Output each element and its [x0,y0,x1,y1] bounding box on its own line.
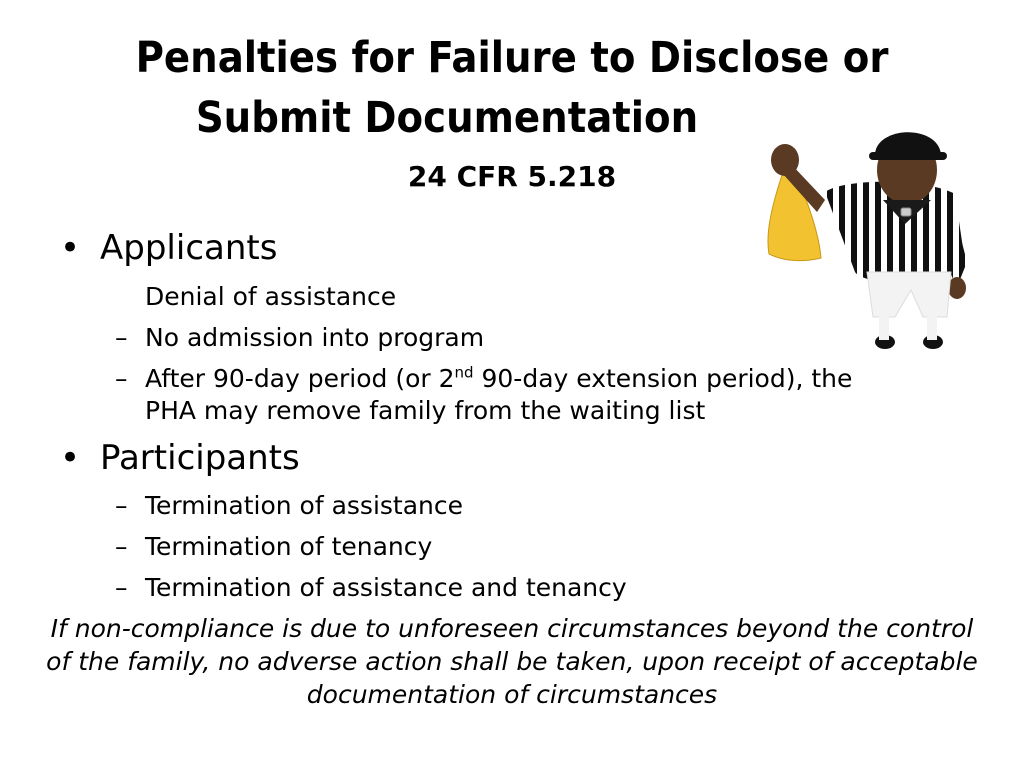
referee-icon [755,112,975,357]
list-item-text-part: After 90-day period (or 2 [145,364,455,393]
dash-marker: – [115,573,128,602]
list-item-text: Termination of tenancy [145,532,433,561]
list-item-text: Termination of assistance and tenancy [145,573,627,602]
list-item-text: Termination of assistance [145,491,464,520]
list-item [115,491,463,520]
dash-marker: – [115,532,128,561]
dash-marker: – [115,323,128,352]
applicants-heading: Applicants [100,228,278,268]
list-item-text: No admission into program [145,323,485,352]
exception-note: If non-compliance is due to unforeseen circumstances beyond the control of the family, no adverse action shall be taken, upon receipt of acceptable documentation of circumstances [46,614,978,709]
bullet-dot: • [60,228,81,268]
participants-heading: Participants [100,438,300,478]
list-item [115,532,432,561]
list-item-continuation: PHA may remove family from the waiting list [145,396,706,425]
list-item-text-part: 90-day extension period), the [473,364,853,393]
bullet-dot: • [60,438,81,478]
dash-marker: – [115,491,128,520]
list-item-text: Denial of assistance [145,282,397,311]
dash-marker: – [115,364,128,393]
title-line-1: Penalties for Failure to Disclose or [135,33,889,83]
regulation-citation: 24 CFR 5.218 [407,160,617,193]
list-item-text [145,364,852,393]
title-line-2: Submit Documentation [195,93,699,143]
bullet-participants [60,438,300,478]
list-item [115,323,484,352]
bullet-applicants [60,228,277,268]
list-item [115,573,627,602]
list-item [115,364,852,393]
ordinal-suffix: nd [454,363,474,382]
list-item [145,282,396,311]
